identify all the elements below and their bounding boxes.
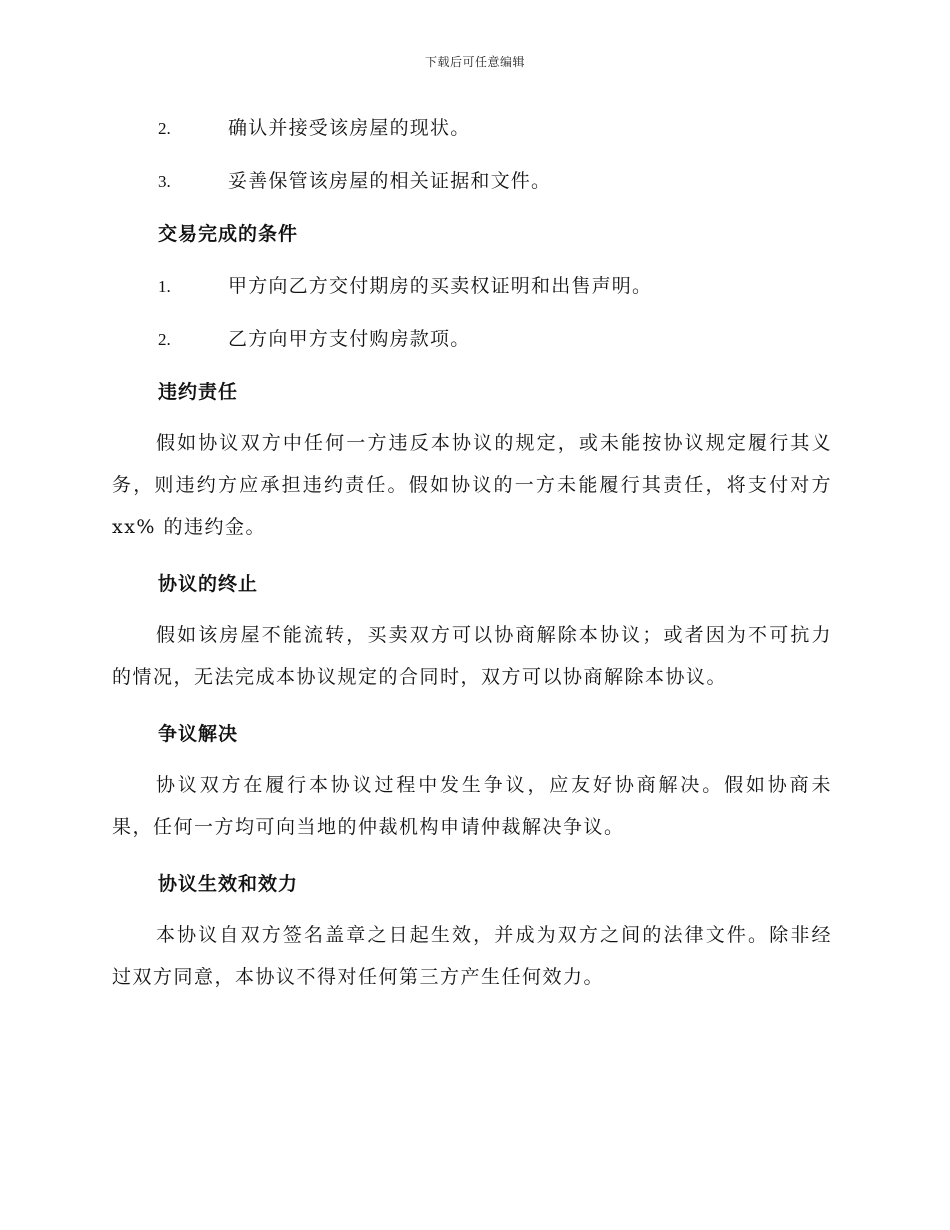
list-text: 妥善保管该房屋的相关证据和文件。 (228, 170, 552, 192)
list-number: 2. (158, 330, 171, 349)
list-number: 1. (158, 277, 171, 296)
section-heading-effect: 协议生效和效力 (158, 873, 299, 895)
list-item (112, 323, 832, 356)
section-heading-dispute: 争议解决 (158, 723, 239, 745)
list-text: 甲方向乙方交付期房的买卖权证明和出售声明。 (228, 275, 653, 297)
list-number: 3. (158, 172, 171, 191)
paragraph-breach: 假如协议双方中任何一方违反本协议的规定，或未能按协议规定履行其义务，则违约方应承担违约责任。假如协议的一方未能履行其责任，将支付对方 xx% 的违约金。 (112, 432, 832, 538)
paragraph-effect: 本协议自双方签名盖章之日起生效，并成为双方之间的法律文件。除非经过双方同意，本协议不得对任何第三方产生任何效力。 (112, 924, 832, 988)
page-header: 下载后可任意编辑 (424, 55, 525, 69)
list-number: 2. (158, 119, 171, 138)
section-heading-termination: 协议的终止 (158, 573, 259, 595)
section-heading-breach: 违约责任 (158, 381, 239, 403)
list-item (112, 270, 832, 303)
document-body (112, 112, 832, 1018)
list-text: 确认并接受该房屋的现状。 (228, 117, 471, 139)
section-heading-completion: 交易完成的条件 (158, 223, 299, 245)
list-text: 乙方向甲方支付购房款项。 (228, 328, 471, 350)
list-item (112, 112, 832, 145)
list-item (112, 165, 832, 198)
paragraph-termination: 假如该房屋不能流转，买卖双方可以协商解除本协议；或者因为不可抗力的情况，无法完成本协议规定的合同时，双方可以协商解除本协议。 (112, 624, 832, 688)
paragraph-dispute: 协议双方在履行本协议过程中发生争议，应友好协商解决。假如协商未果，任何一方均可向当地的仲裁机构申请仲裁解决争议。 (112, 774, 832, 838)
